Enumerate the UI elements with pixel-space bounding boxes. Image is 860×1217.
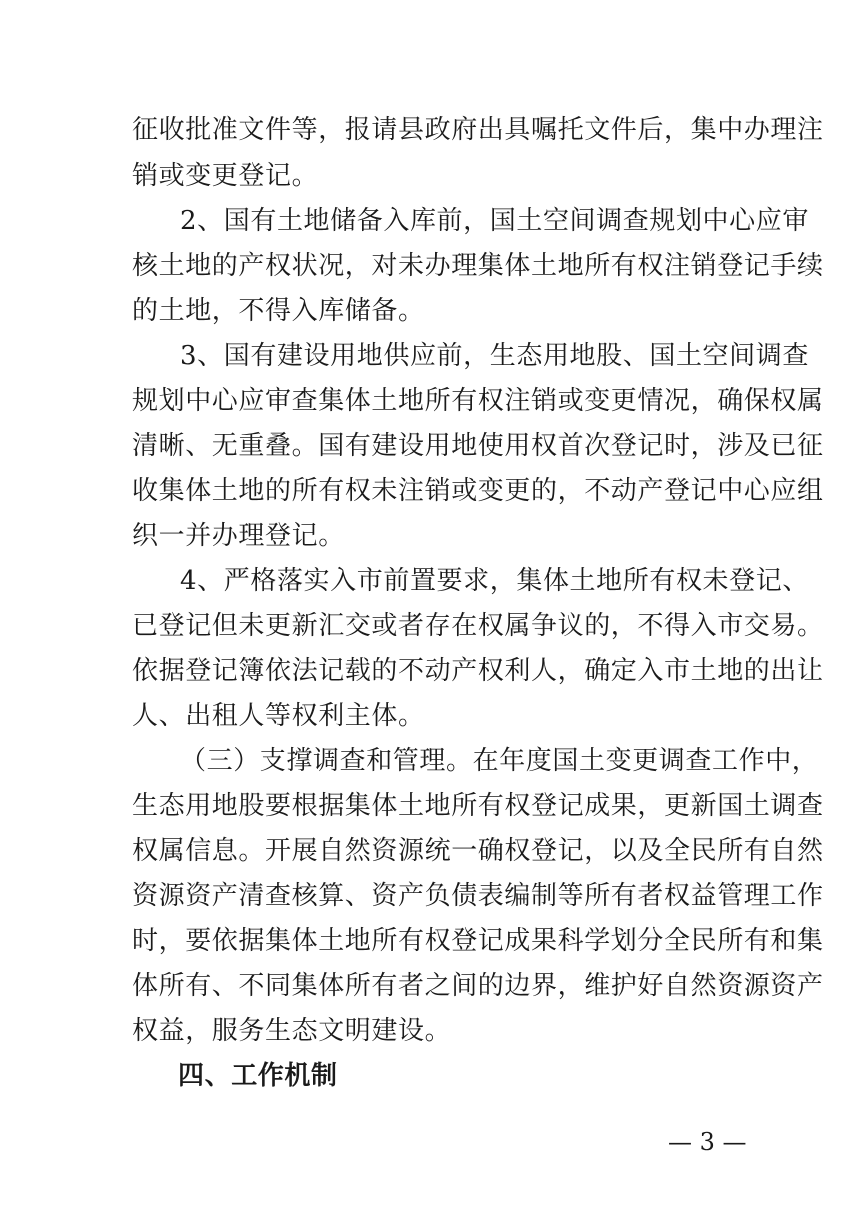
paragraph-line: 权益，服务生态文明建设。 [132, 1016, 452, 1046]
page-number: — 3 — [668, 1128, 747, 1156]
paragraph-line: 4、严格落实入市前置要求，集体土地所有权未登记、 [180, 566, 809, 596]
paragraph-line: 时，要依据集体土地所有权登记成果科学划分全民所有和集 [132, 926, 824, 956]
paragraph-line: 核土地的产权状况，对未办理集体土地所有权注销登记手续 [132, 251, 824, 281]
paragraph-line: 2、国有土地储备入库前，国土空间调查规划中心应审 [180, 206, 809, 236]
paragraph-line: 的土地，不得入库储备。 [132, 296, 425, 326]
paragraph-line: 依据登记簿依法记载的不动产权利人，确定入市土地的出让 [132, 656, 824, 686]
paragraph-line: 销或变更登记。 [132, 161, 319, 191]
paragraph-line: 3、国有建设用地供应前，生态用地股、国土空间调查 [180, 341, 809, 371]
paragraph-line: 体所有、不同集体所有者之间的边界，维护好自然资源资产 [132, 971, 824, 1001]
paragraph-line: 人、出租人等权利主体。 [132, 701, 425, 731]
paragraph-line: 织一并办理登记。 [132, 521, 345, 551]
section-heading: 四、工作机制 [178, 1061, 338, 1091]
paragraph-line: 已登记但未更新汇交或者存在权属争议的，不得入市交易。 [132, 611, 824, 641]
paragraph-line: 生态用地股要根据集体土地所有权登记成果，更新国土调查 [132, 791, 824, 821]
paragraph-line: 清晰、无重叠。国有建设用地使用权首次登记时，涉及已征 [132, 431, 824, 461]
paragraph-line: 征收批准文件等，报请县政府出具嘱托文件后，集中办理注 [132, 115, 824, 145]
paragraph-line: （三）支撑调查和管理。在年度国土变更调查工作中， [180, 746, 819, 776]
paragraph-line: 收集体土地的所有权未注销或变更的，不动产登记中心应组 [132, 476, 824, 506]
paragraph-line: 资源资产清查核算、资产负债表编制等所有者权益管理工作 [132, 881, 824, 911]
paragraph-line: 规划中心应审查集体土地所有权注销或变更情况，确保权属 [132, 386, 824, 416]
paragraph-line: 权属信息。开展自然资源统一确权登记，以及全民所有自然 [132, 836, 824, 866]
